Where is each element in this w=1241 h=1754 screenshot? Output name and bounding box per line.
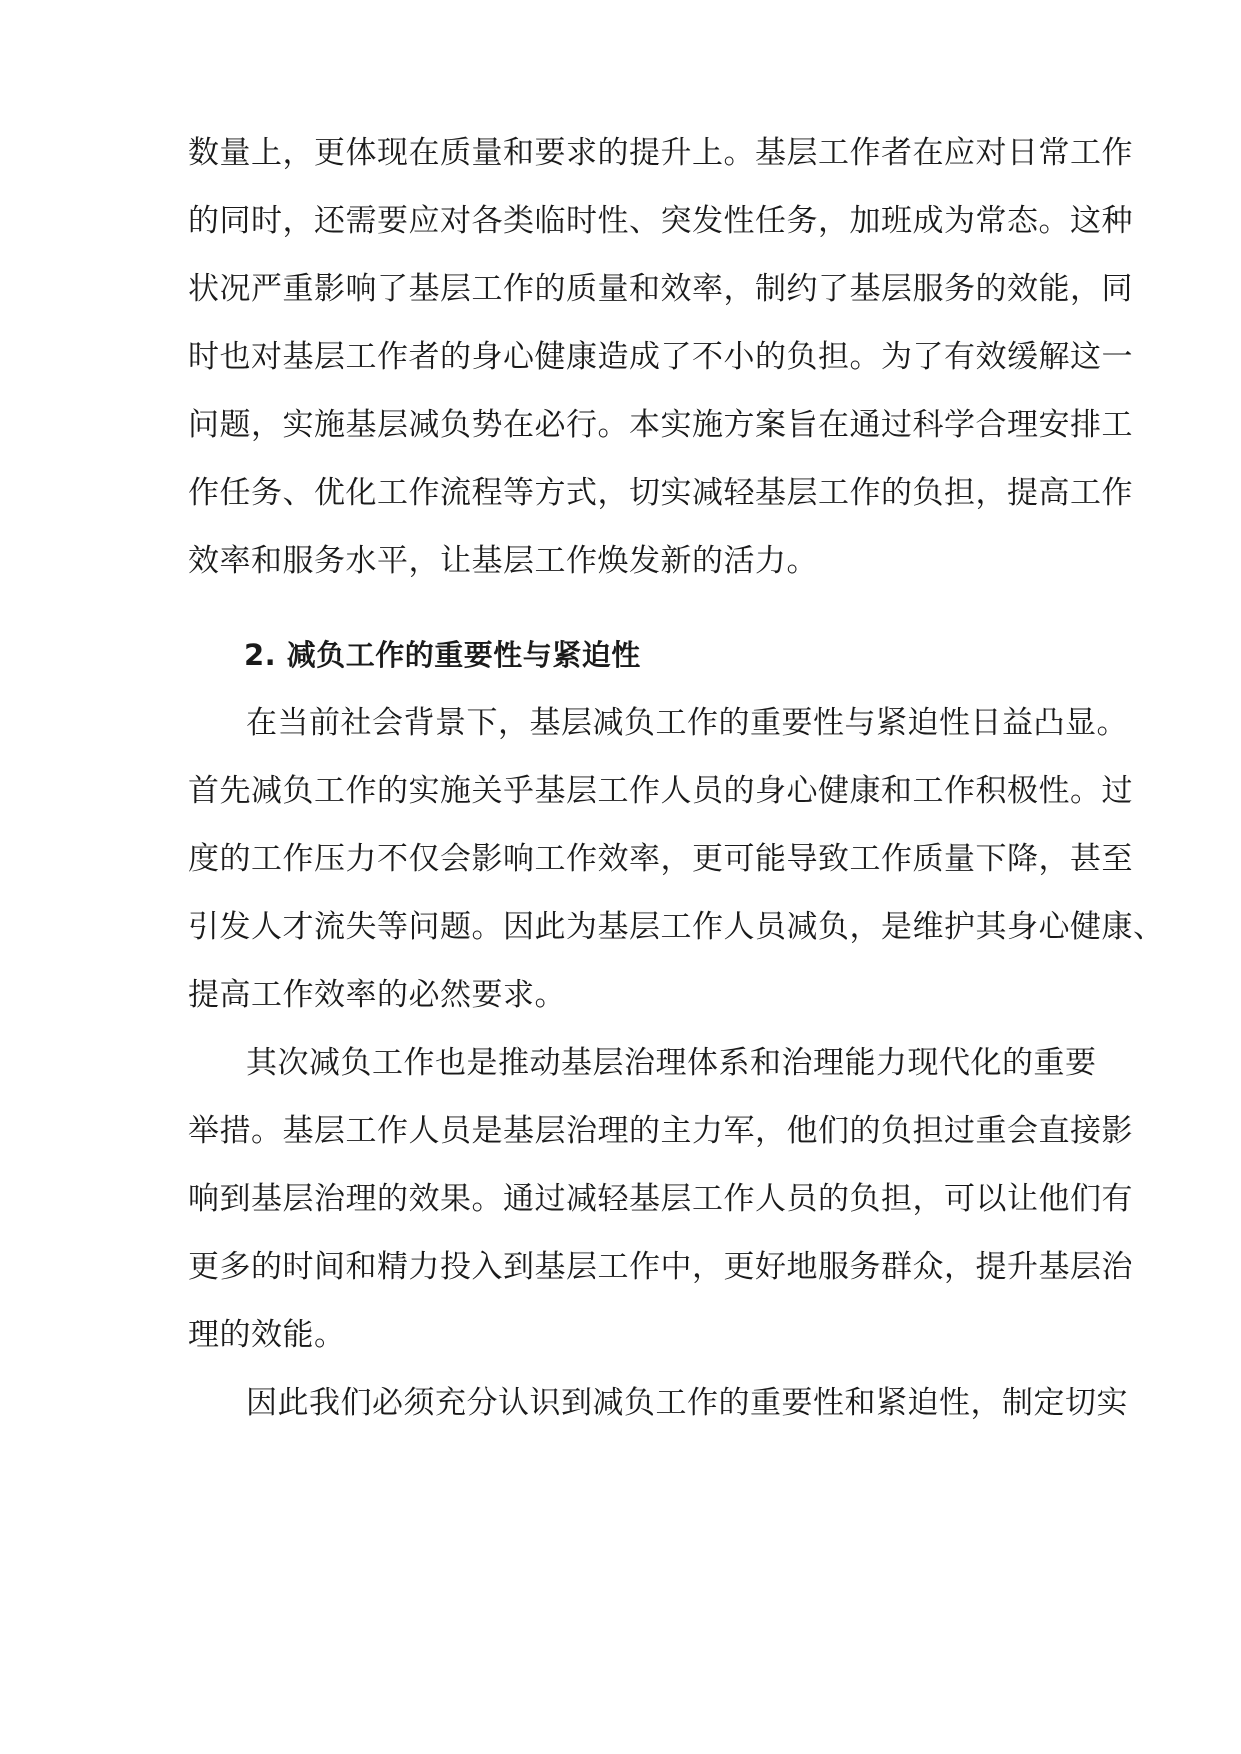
para2-line-4: 更多的时间和精力投入到基层工作中，更好地服务群众，提升基层治 — [188, 1249, 1133, 1285]
para2-line-1: 其次减负工作也是推动基层治理体系和治理能力现代化的重要 — [246, 1045, 1097, 1081]
para1-line-3: 度的工作压力不仅会影响工作效率，更可能导致工作质量下降，甚至 — [188, 841, 1133, 877]
para1-line-1: 在当前社会背景下，基层减负工作的重要性与紧迫性日益凸显。 — [246, 705, 1128, 741]
para2-line-3: 响到基层治理的效果。通过减轻基层工作人员的负担，可以让他们有 — [188, 1181, 1133, 1217]
intro-line-2: 的同时，还需要应对各类临时性、突发性任务，加班成为常态。这种 — [188, 203, 1133, 239]
section-heading: 2. 减负工作的重要性与紧迫性 — [244, 638, 641, 672]
para2-line-5: 理的效能。 — [188, 1317, 346, 1353]
intro-line-3: 状况严重影响了基层工作的质量和效率，制约了基层服务的效能，同 — [188, 271, 1133, 307]
intro-line-1: 数量上，更体现在质量和要求的提升上。基层工作者在应对日常工作 — [188, 135, 1133, 171]
para1-line-5: 提高工作效率的必然要求。 — [188, 977, 566, 1013]
para1-line-4: 引发人才流失等问题。因此为基层工作人员减负，是维护其身心健康、 — [188, 909, 1165, 945]
para1-line-2: 首先减负工作的实施关乎基层工作人员的身心健康和工作积极性。过 — [188, 773, 1133, 809]
para2-line-2: 举措。基层工作人员是基层治理的主力军，他们的负担过重会直接影 — [188, 1113, 1133, 1149]
intro-line-4: 时也对基层工作者的身心健康造成了不小的负担。为了有效缓解这一 — [188, 339, 1133, 375]
para3-line-1: 因此我们必须充分认识到减负工作的重要性和紧迫性，制定切实 — [246, 1385, 1128, 1421]
intro-line-6: 作任务、优化工作流程等方式，切实减轻基层工作的负担，提高工作 — [188, 475, 1133, 511]
intro-line-7: 效率和服务水平，让基层工作焕发新的活力。 — [188, 543, 818, 579]
intro-line-5: 问题，实施基层减负势在必行。本实施方案旨在通过科学合理安排工 — [188, 407, 1133, 443]
